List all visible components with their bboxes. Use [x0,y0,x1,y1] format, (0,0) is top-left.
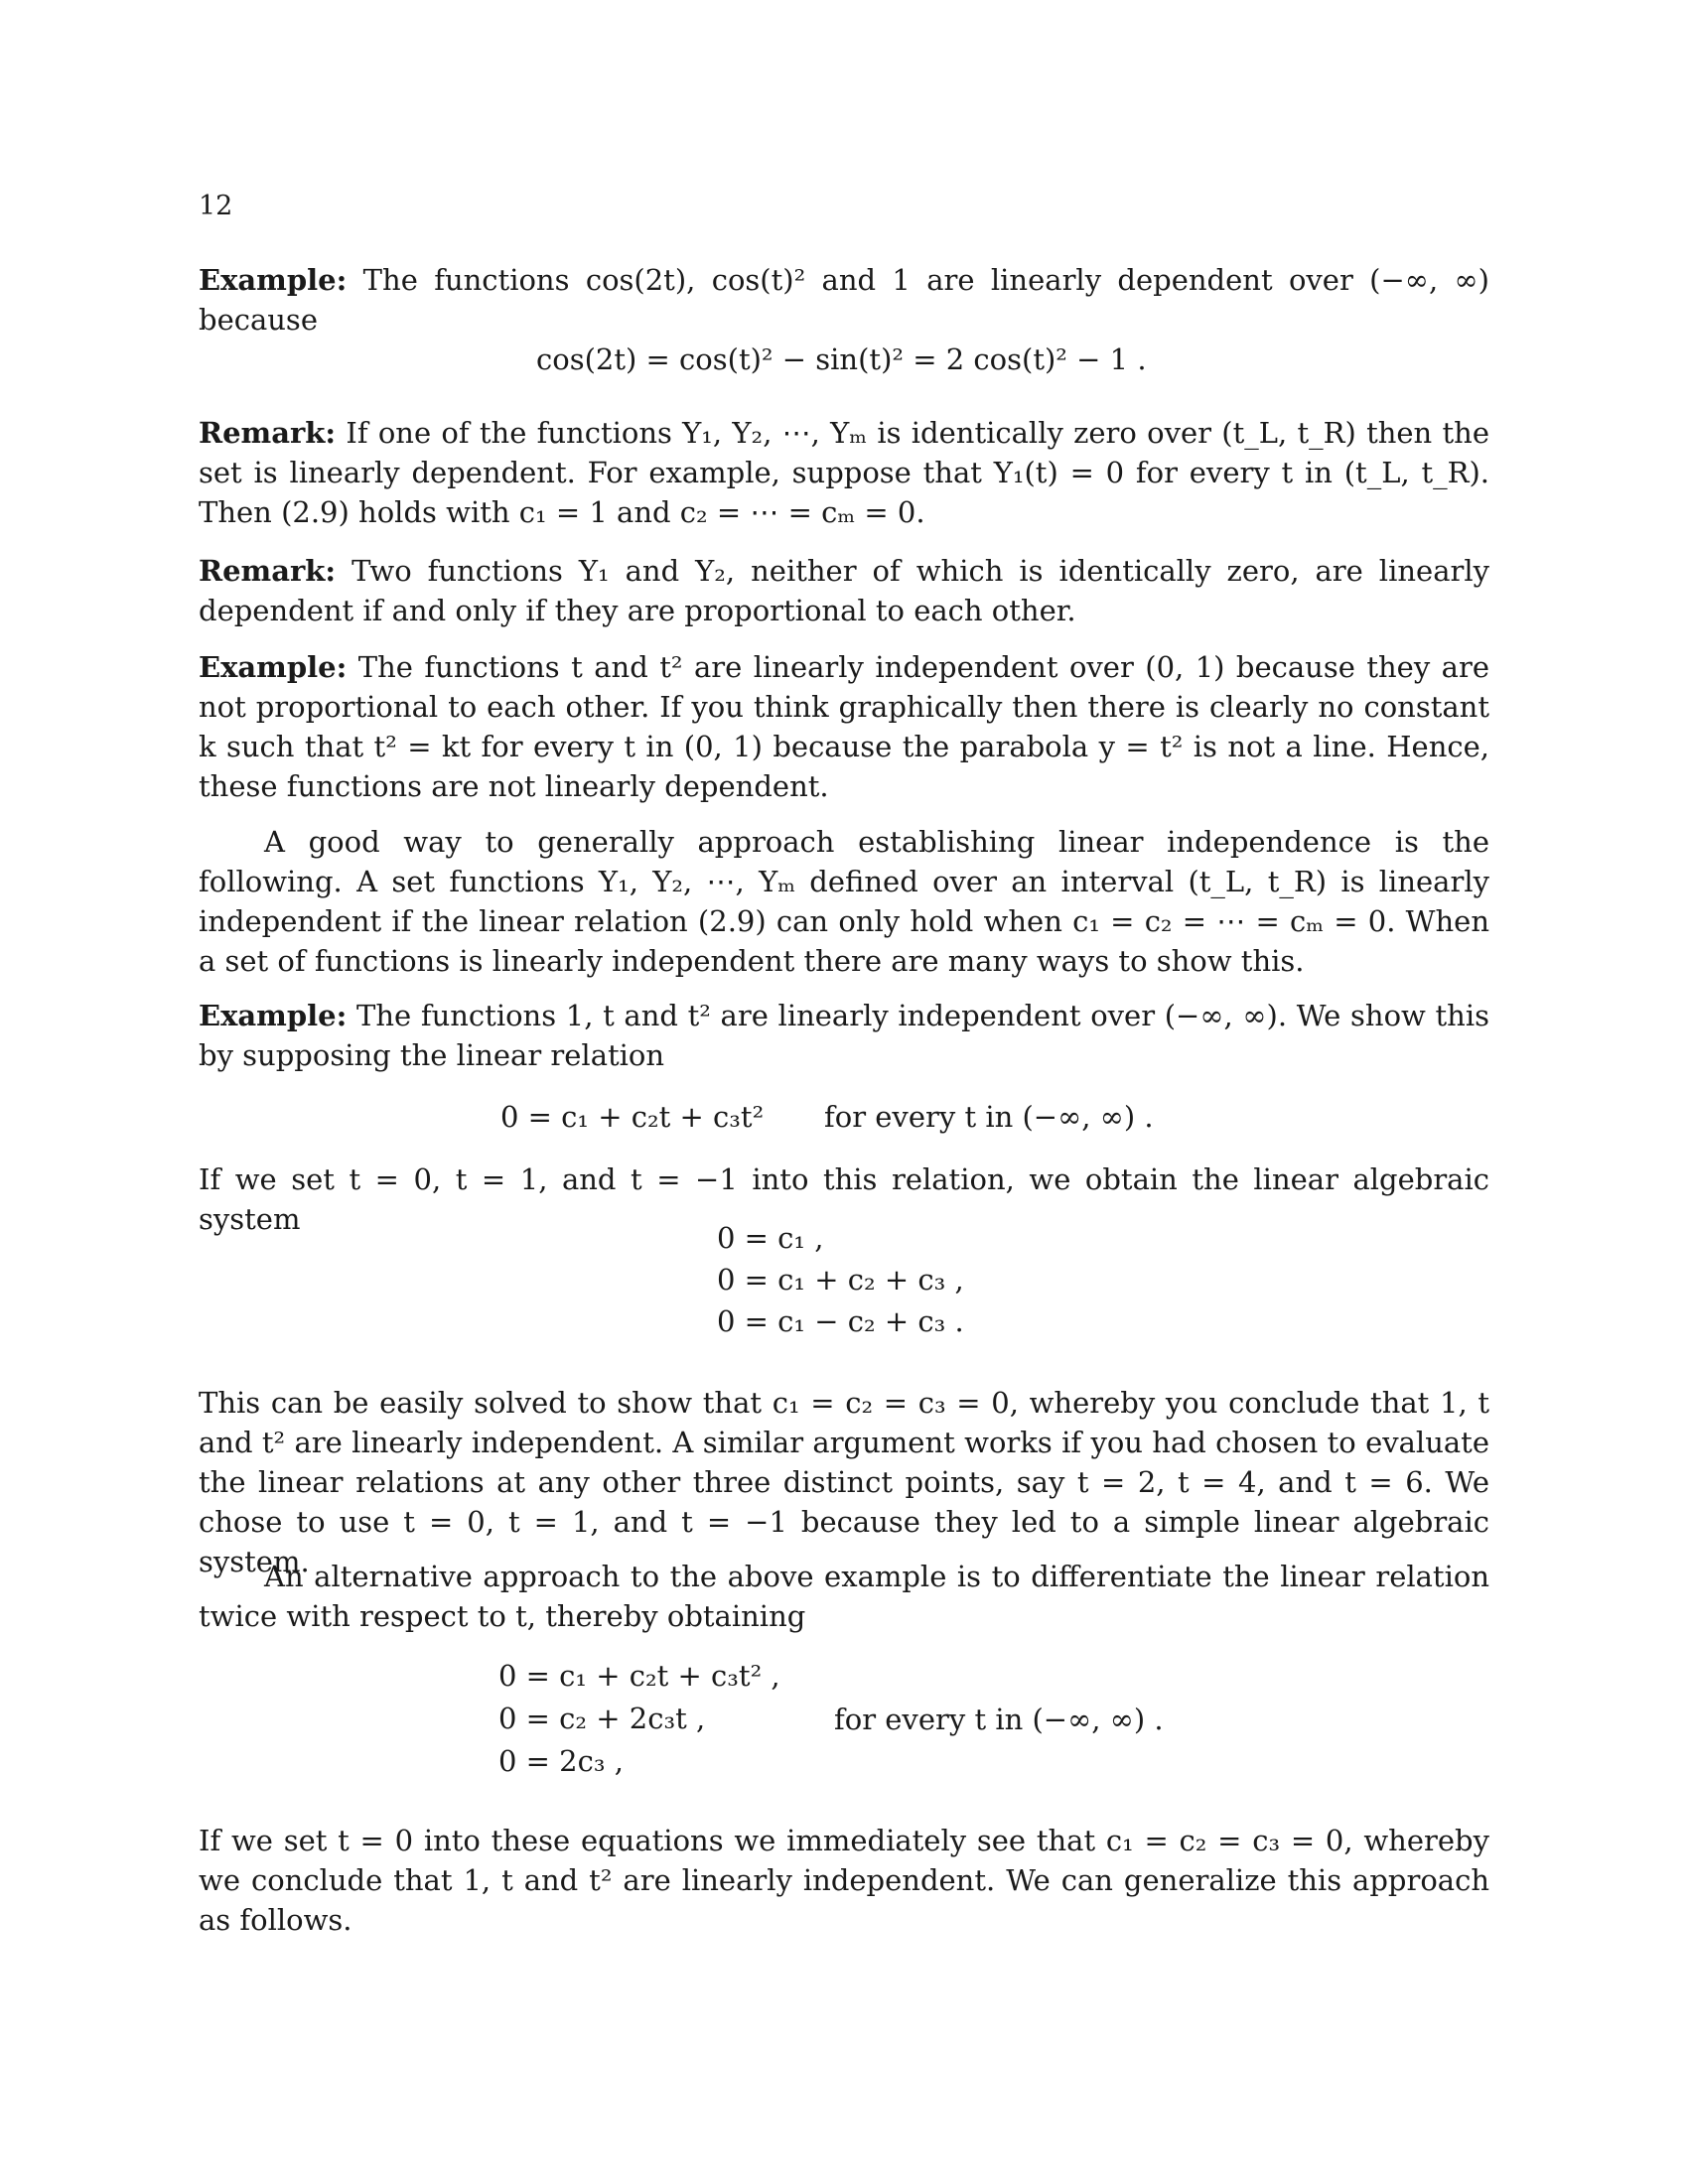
paragraph-lead: Example: [199,650,348,684]
paragraph-text: If we set t = 0, t = 1, and t = −1 into this relation, we obtain the linear algebraic system [199,1162,1489,1236]
equation-line: 0 = 2c₃ , [498,1744,624,1778]
remark-paragraph-2 [199,551,1489,630]
body-paragraph-independence [199,822,1489,981]
equation-line: 0 = c₁ + c₂t + c₃t² , [498,1659,780,1693]
equation-line: 0 = c₁ − c₂ + c₃ . [717,1304,964,1338]
equation-cos-identity: cos(2t) = cos(t)² − sin(t)² = 2 cos(t)² − 1 . [536,342,1147,376]
example-paragraph-2 [199,647,1489,806]
example-paragraph-1 [199,260,1489,340]
body-paragraph-alternative [199,1557,1489,1636]
equation-condition: for every t in (−∞, ∞) . [824,1100,1154,1134]
equation-line: 0 = c₂ + 2c₃t , [498,1702,706,1735]
equation-condition: for every t in (−∞, ∞) . [834,1703,1164,1736]
paragraph-text: A good way to generally approach establishing linear independence is the following. A set functions Y₁, Y₂, ⋯, Yₘ defined over an interval (t_L, t_R) is linearly independent if the linear relation (2.9) can only hold when c₁ = c₂ = ⋯ = cₘ = 0. When a set of functions is linearly independent there are many ways to show this. [199,825,1489,978]
paragraph-lead: Remark: [199,554,337,588]
body-paragraph-solution [199,1383,1489,1581]
equation-linear-relation: 0 = c₁ + c₂t + c₃t² [500,1100,765,1134]
paragraph-text: Two functions Y₁ and Y₂, neither of which is identically zero, are linearly dependent if and only if they are proportional to each other. [199,554,1489,627]
equation-derivatives [498,1655,780,1783]
example-paragraph-3 [199,996,1489,1075]
document-page [199,0,1489,2184]
body-paragraph-conclusion [199,1821,1489,1940]
paragraph-text: If we set t = 0 into these equations we immediately see that c₁ = c₂ = c₃ = 0, whereby we conclude that 1, t and t² are linearly independent. We can generalize this approach as follows. [199,1824,1489,1937]
equation-line: 0 = c₁ , [717,1221,824,1255]
paragraph-lead: Example: [199,999,348,1032]
page-number: 12 [199,191,233,221]
paragraph-lead: Example: [199,263,348,297]
paragraph-text: An alternative approach to the above example is to differentiate the linear relation twice with respect to t, thereby obtaining [199,1560,1489,1633]
paragraph-text: The functions 1, t and t² are linearly independent over (−∞, ∞). We show this by supposing the linear relation [199,999,1489,1072]
paragraph-text: The functions t and t² are linearly independent over (0, 1) because they are not proportional to each other. If you think graphically then there is clearly no constant k such that t² = kt for every t in (0, 1) because the parabola y = t² is not a line. Hence, these functions are not linearly dependent. [199,650,1489,803]
paragraph-text: This can be easily solved to show that c₁ = c₂ = c₃ = 0, whereby you conclude that 1, t and t² are linearly independent. A similar argument works if you had chosen to evaluate the linear relations at any other three distinct points, say t = 2, t = 4, and t = 6. We chose to use t = 0, t = 1, and t = −1 because they led to a simple linear algebraic system. [199,1386,1489,1578]
remark-paragraph-1 [199,413,1489,532]
paragraph-text: If one of the functions Y₁, Y₂, ⋯, Yₘ is identically zero over (t_L, t_R) then the set is linearly dependent. For example, suppose that Y₁(t) = 0 for every t in (t_L, t_R). Then (2.9) holds with c₁ = 1 and c₂ = ⋯ = cₘ = 0. [199,416,1489,529]
paragraph-text: The functions cos(2t), cos(t)² and 1 are linearly dependent over (−∞, ∞) because [199,263,1489,337]
equation-system [717,1217,964,1342]
paragraph-lead: Remark: [199,416,337,450]
equation-line: 0 = c₁ + c₂ + c₃ , [717,1263,964,1297]
